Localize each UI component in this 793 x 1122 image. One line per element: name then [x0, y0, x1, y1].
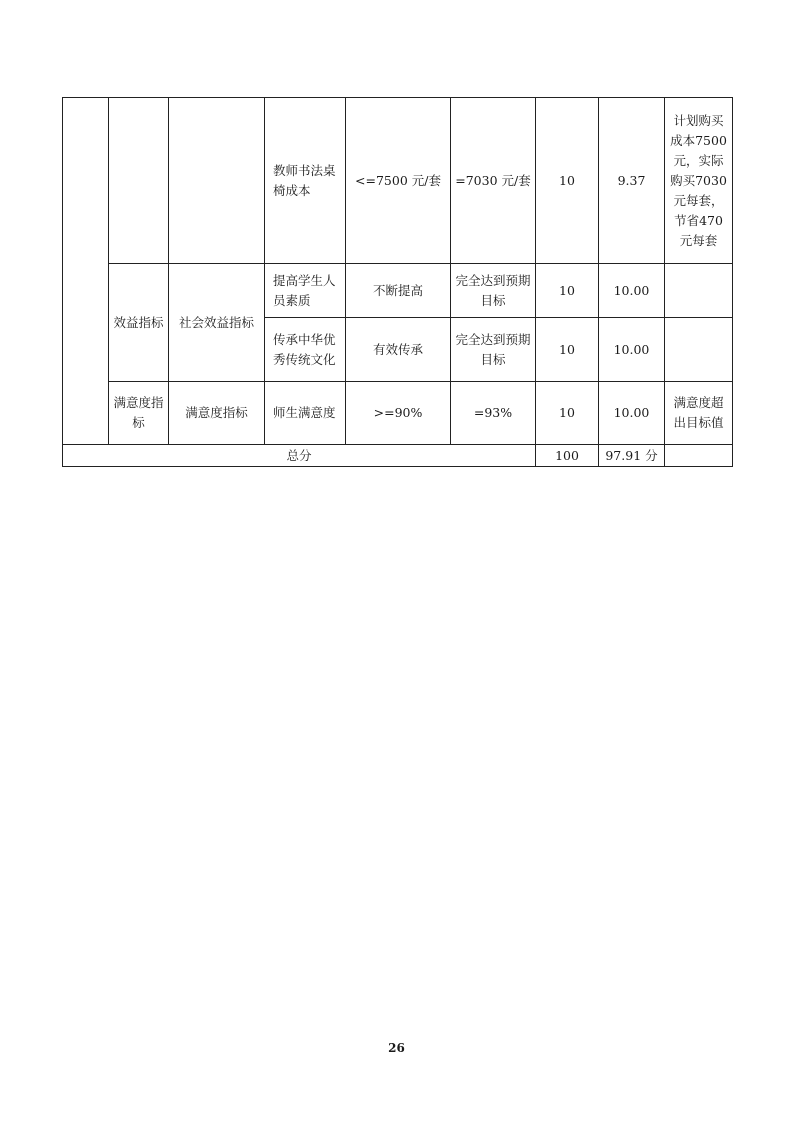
- score-cell: 10.00: [599, 382, 665, 445]
- indicator-cell: 传承中华优秀传统文化: [265, 318, 346, 382]
- weight-cell: 10: [536, 98, 599, 264]
- level1-category-cell-empty: [63, 98, 109, 445]
- actual-value-cell: =93%: [451, 382, 536, 445]
- actual-value-cell: 完全达到预期目标: [451, 318, 536, 382]
- level3-category-cell: 满意度指标: [169, 382, 265, 445]
- level2-category-cell: 满意度指标: [109, 382, 169, 445]
- indicator-cell: 教师书法桌椅成本: [265, 98, 346, 264]
- table-row: [63, 264, 733, 318]
- target-value-cell: 不断提高: [346, 264, 451, 318]
- page-number: 26: [388, 1041, 405, 1055]
- note-cell: [665, 264, 733, 318]
- total-note-cell: [665, 445, 733, 467]
- note-cell: [665, 318, 733, 382]
- weight-cell: 10: [536, 382, 599, 445]
- actual-value-cell: 完全达到预期目标: [451, 264, 536, 318]
- total-label-cell: 总分: [63, 445, 536, 467]
- note-cell: 计划购买成本7500元，实际购买7030元每套，节省470元每套: [665, 98, 733, 264]
- performance-evaluation-table: [62, 97, 733, 467]
- target-value-cell: 有效传承: [346, 318, 451, 382]
- target-value-cell: <=7500 元/套: [346, 98, 451, 264]
- indicator-cell: 师生满意度: [265, 382, 346, 445]
- target-value-cell: >=90%: [346, 382, 451, 445]
- note-cell: 满意度超出目标值: [665, 382, 733, 445]
- weight-cell: 10: [536, 318, 599, 382]
- score-cell: 10.00: [599, 318, 665, 382]
- level3-category-cell: 社会效益指标: [169, 264, 265, 382]
- weight-cell: 10: [536, 264, 599, 318]
- score-cell: 10.00: [599, 264, 665, 318]
- table-row: [63, 382, 733, 445]
- score-cell: 9.37: [599, 98, 665, 264]
- level3-category-cell-empty: [169, 98, 265, 264]
- total-weight-cell: 100: [536, 445, 599, 467]
- total-row: [63, 445, 733, 467]
- actual-value-cell: =7030 元/套: [451, 98, 536, 264]
- table-row: [63, 98, 733, 264]
- level2-category-cell: 效益指标: [109, 264, 169, 382]
- indicator-cell: 提高学生人员素质: [265, 264, 346, 318]
- level2-category-cell-empty: [109, 98, 169, 264]
- total-score-cell: 97.91 分: [599, 445, 665, 467]
